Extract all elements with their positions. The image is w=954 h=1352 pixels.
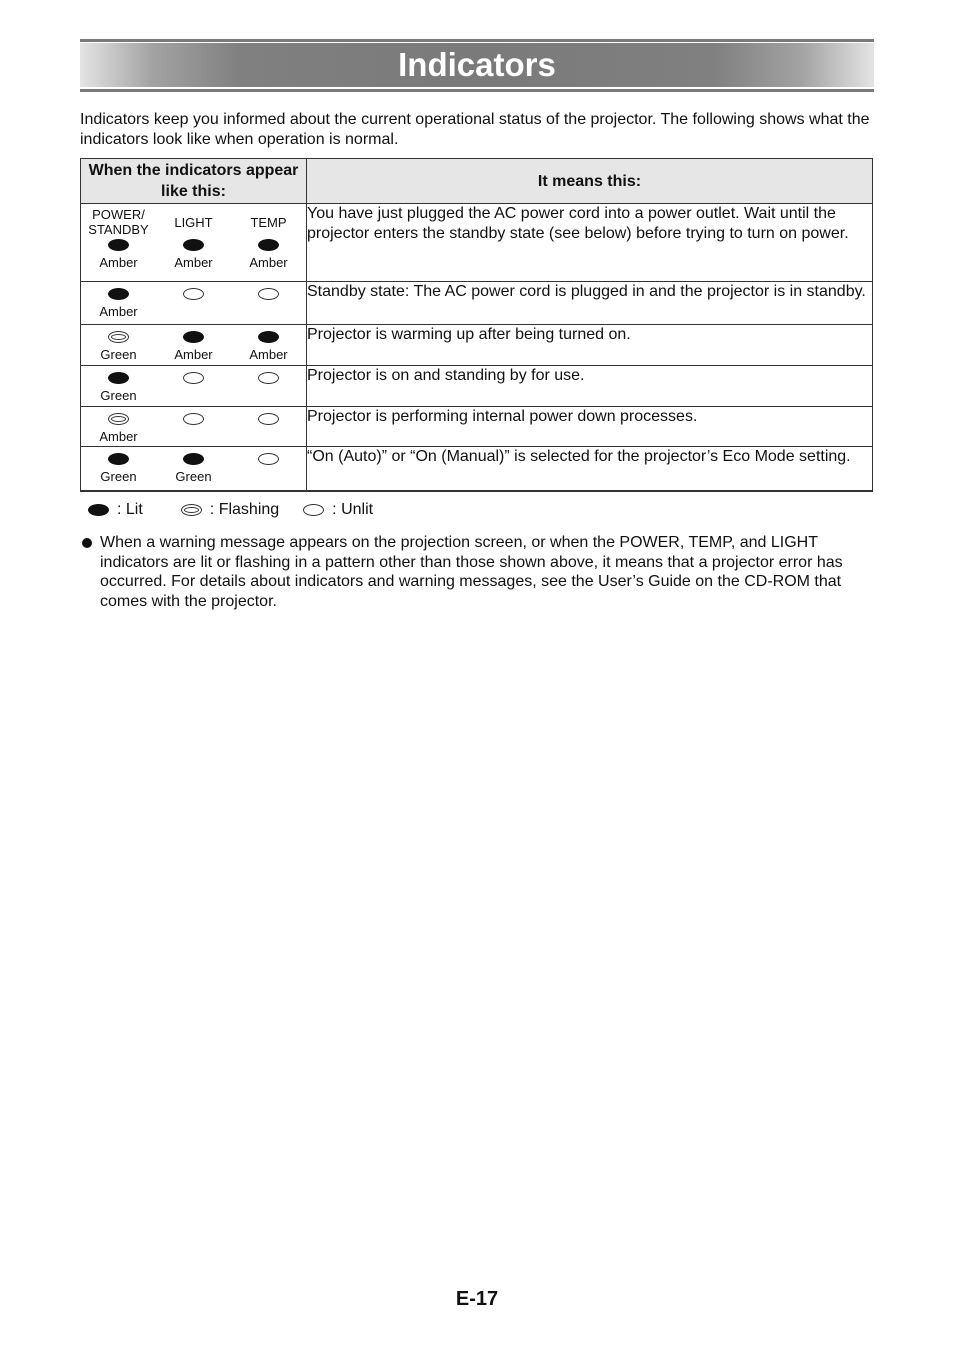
page-number: E-17 <box>455 1288 499 1310</box>
table-row <box>81 325 873 366</box>
indicator-lamp <box>156 372 231 404</box>
table-row <box>81 407 873 447</box>
unlit-indicator-icon <box>258 288 279 300</box>
col-header-meaning: It means this: <box>307 159 873 204</box>
lit-indicator-icon <box>258 331 279 343</box>
lamp-name: TEMP <box>250 214 287 230</box>
indicator-lamp <box>231 205 306 271</box>
table-row <box>81 447 873 491</box>
indicator-lamp <box>156 413 231 445</box>
unlit-indicator-icon <box>258 453 279 465</box>
indicator-cell <box>81 407 307 447</box>
legend-lit <box>88 501 143 519</box>
unlit-indicator-icon <box>258 413 279 425</box>
flashing-indicator-icon <box>108 413 129 425</box>
lit-indicator-icon <box>108 453 129 465</box>
col-header-indicators: When the indicators appear like this: <box>81 159 307 204</box>
indicator-lamp <box>81 205 156 271</box>
lamp-color-label: Green <box>100 347 137 362</box>
lit-indicator-icon <box>183 331 204 343</box>
page-title: Indicators <box>398 46 556 83</box>
indicator-cell <box>81 447 307 491</box>
meaning-cell: “On (Auto)” or “On (Manual)” is selected for the projector’s Eco Mode setting. <box>307 447 873 491</box>
lamp-color-label: Amber <box>99 304 138 319</box>
unlit-indicator-icon <box>183 413 204 425</box>
lamp-name: LIGHT <box>174 214 213 230</box>
lamp-color-label: Green <box>100 469 137 484</box>
lit-indicator-icon <box>108 288 129 300</box>
lamp-name: POWER/ STANDBY <box>88 207 149 237</box>
flashing-indicator-icon <box>181 504 202 516</box>
indicator-lamp <box>81 413 156 445</box>
unlit-indicator-icon <box>183 372 204 384</box>
lamp-color-label: Amber <box>174 255 213 270</box>
lamp-color-label: Amber <box>99 429 138 444</box>
indicator-lamp <box>156 205 231 271</box>
table-header-row <box>81 159 873 204</box>
indicator-lamp <box>231 288 306 320</box>
lamp-color-label: Green <box>100 388 137 403</box>
meaning-cell: Projector is performing internal power down processes. <box>307 407 873 447</box>
intro-paragraph: Indicators keep you informed about the current operational status of the projector. The following shows what the indicators look like when operation is normal. <box>80 111 870 148</box>
legend-unlit-label: : Unlit <box>332 501 374 518</box>
lit-indicator-icon <box>88 504 109 516</box>
warning-note <box>80 533 875 611</box>
banner-top-rule <box>80 39 874 42</box>
indicator-lamp <box>156 331 231 363</box>
indicator-lamp <box>81 453 156 485</box>
indicator-lamp <box>231 413 306 445</box>
indicator-cell <box>81 366 307 407</box>
meaning-cell: Projector is on and standing by for use. <box>307 366 873 407</box>
lamp-color-label: Green <box>175 469 212 484</box>
indicator-lamp <box>231 453 306 485</box>
legend <box>88 501 373 519</box>
indicator-cell <box>81 325 307 366</box>
legend-lit-label: : Lit <box>117 501 143 518</box>
indicator-lamp <box>231 372 306 404</box>
indicator-cell <box>81 204 307 282</box>
meaning-cell: Standby state: The AC power cord is plugged in and the projector is in standby. <box>307 282 873 325</box>
warning-note-text: When a warning message appears on the projection screen, or when the POWER, TEMP, and LIGHT indicators are lit or flashing in a pattern other than those shown above, it means that a projector error has occurred. For details about indicators and warning messages, see the User’s Guide on the CD-ROM that comes with the projector. <box>100 534 843 610</box>
lit-indicator-icon <box>183 239 204 251</box>
lamp-color-label: Amber <box>99 255 138 270</box>
indicator-cell <box>81 282 307 325</box>
meaning-cell: Projector is warming up after being turned on. <box>307 325 873 366</box>
table-row <box>81 282 873 325</box>
indicator-table <box>80 158 873 492</box>
legend-flashing-label: : Flashing <box>209 501 280 518</box>
unlit-indicator-icon <box>303 504 324 516</box>
lit-indicator-icon <box>108 372 129 384</box>
table-body <box>81 204 873 491</box>
indicator-lamp <box>156 453 231 485</box>
banner-bottom-rule <box>80 89 874 92</box>
meaning-cell: You have just plugged the AC power cord into a power outlet. Wait until the projector enters the standby state (see below) before trying to turn on power. <box>307 204 873 282</box>
legend-flashing <box>181 501 279 519</box>
indicator-lamp <box>81 372 156 404</box>
indicator-lamp <box>231 331 306 363</box>
flashing-indicator-icon <box>108 331 129 343</box>
lit-indicator-icon <box>258 239 279 251</box>
unlit-indicator-icon <box>258 372 279 384</box>
lit-indicator-icon <box>108 239 129 251</box>
indicator-lamp <box>81 331 156 363</box>
indicator-lamp <box>81 288 156 320</box>
table-row <box>81 204 873 282</box>
lamp-color-label: Amber <box>249 255 288 270</box>
lamp-color-label: Amber <box>174 347 213 362</box>
lamp-color-label: Amber <box>249 347 288 362</box>
legend-unlit <box>303 501 373 519</box>
title-banner <box>80 39 874 93</box>
lit-indicator-icon <box>183 453 204 465</box>
unlit-indicator-icon <box>183 288 204 300</box>
indicator-lamp <box>156 288 231 320</box>
bullet-icon <box>80 533 100 611</box>
table-row <box>81 366 873 407</box>
